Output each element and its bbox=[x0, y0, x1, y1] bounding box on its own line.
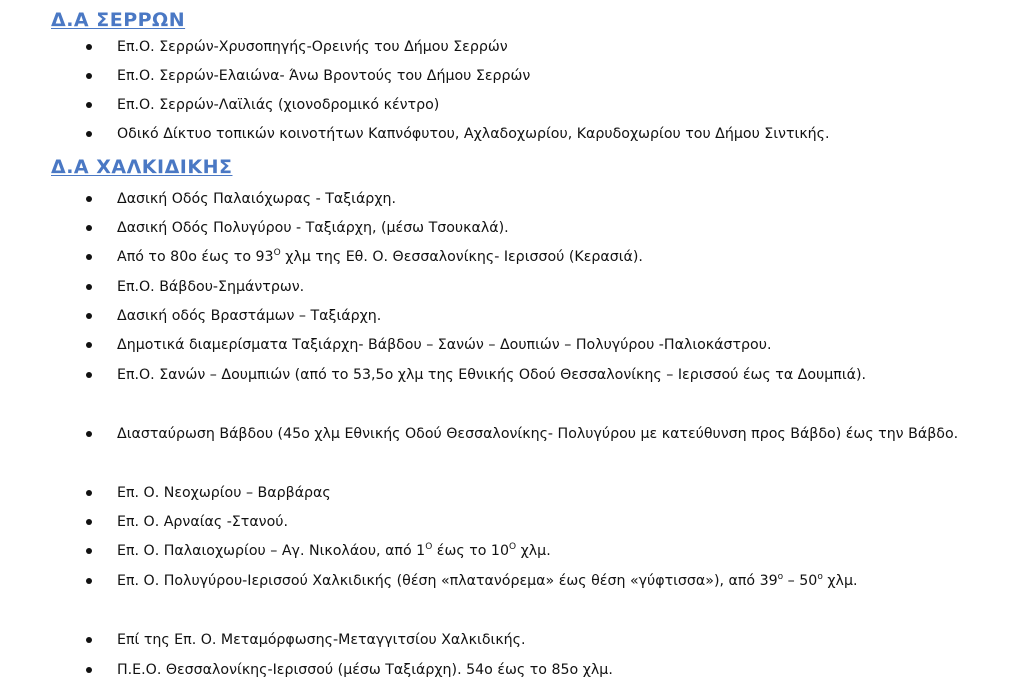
bullet-icon bbox=[86, 91, 94, 119]
superscript: ο bbox=[817, 572, 823, 582]
superscript: Ο bbox=[273, 248, 281, 258]
list-item-text: Επ. Ο. Παλαιοχωρίου – Αγ. Νικολάου, από $1^O$ έως το $10^O$ χλμ. bbox=[117, 542, 551, 559]
list-item-text: Επ.Ο. Σανών – Δουμπιών (από το 53,5ο χλμ της Εθνικής Οδού Θεσσαλονίκης – Ιερισσού έως τα Δουμπιά). bbox=[117, 367, 867, 383]
bullet-icon bbox=[86, 243, 94, 271]
bullet-icon bbox=[86, 185, 94, 213]
superscript: Ο bbox=[425, 542, 433, 552]
bullet-icon bbox=[86, 62, 94, 90]
bullet-icon bbox=[86, 479, 94, 507]
list-item-text: Δασική Οδός Πολυγύρου - Ταξιάρχη, (μέσω Τσουκαλά). bbox=[117, 220, 509, 236]
list-item-text: Π.Ε.Ο. Θεσσαλονίκης-Ιερισσού (μέσω Ταξιάρχη). 54ο έως το 85ο χλμ. bbox=[117, 662, 613, 678]
bullet-icon bbox=[86, 420, 94, 448]
superscript: Ο bbox=[508, 542, 517, 552]
bullet-icon bbox=[86, 537, 94, 565]
section-heading-serron: Δ.Α ΣΕΡΡΩΝ bbox=[51, 9, 186, 31]
bullet-icon bbox=[86, 656, 94, 684]
list-item-text: Επ.Ο. Σερρών-Λαϊλιάς (χιονοδρομικό κέντρο) bbox=[117, 97, 440, 113]
bullet-icon bbox=[86, 508, 94, 536]
bullet-icon bbox=[86, 302, 94, 330]
bullet-icon bbox=[86, 331, 94, 359]
list-item-text: Επ. Ο. Νεοχωρίου – Βαρβάρας bbox=[117, 485, 331, 501]
list-item-text: Δασική οδός Βραστάμων – Ταξιάρχη. bbox=[117, 308, 382, 324]
section-heading-chalkidikis: Δ.Α ΧΑΛΚΙΔΙΚΗΣ bbox=[51, 156, 233, 178]
bullet-icon bbox=[86, 626, 94, 654]
list-item-text: Επί της Επ. Ο. Μεταμόρφωσης-Μεταγγιτσίου Χαλκιδικής. bbox=[117, 632, 526, 648]
bullet-icon bbox=[86, 361, 94, 389]
list-item-text: Επ. Ο. Πολυγύρου-Ιερισσού Χαλκιδικής (θέση «πλατανόρεμα» έως θέση «γύφτισσα»), από $39^o - 50^o$ χλμ. bbox=[117, 572, 858, 589]
superscript: ο bbox=[777, 572, 784, 582]
list-item-text: Επ. Ο. Αρναίας -Στανού. bbox=[117, 514, 288, 530]
list-item-text: Επ.Ο. Σερρών-Ελαιώνα- Άνω Βροντούς του Δήμου Σερρών bbox=[117, 68, 531, 84]
list-item-text: Δημοτικά διαμερίσματα Ταξιάρχη- Βάβδου – Σανών – Δουπιών – Πολυγύρου -Παλιοκάστρου. bbox=[117, 337, 772, 353]
list-item-text: Επ.Ο. Σερρών-Χρυσοπηγής-Ορεινής του Δήμου Σερρών bbox=[117, 39, 508, 55]
bullet-icon bbox=[86, 273, 94, 301]
bullet-icon bbox=[86, 120, 94, 148]
list-item-text: Δασική Οδός Παλαιόχωρας - Ταξιάρχη. bbox=[117, 191, 397, 207]
bullet-icon bbox=[86, 33, 94, 61]
list-item-text: Οδικό Δίκτυο τοπικών κοινοτήτων Καπνόφυτου, Αχλαδοχωρίου, Καρυδοχωρίου του Δήμου Σιντικής. bbox=[117, 126, 830, 142]
list-item-text: Από το 80ο έως το $93^O$ χλμ της Εθ. Ο. Θεσσαλονίκης- Ιερισσού (Κερασιά). bbox=[117, 248, 643, 265]
bullet-icon bbox=[86, 214, 94, 242]
list-item-text: Διασταύρωση Βάβδου (45ο χλμ Εθνικής Οδού Θεσσαλονίκης- Πολυγύρου με κατεύθυνση προς Βάβδο) έως την Βάβδο. bbox=[117, 426, 959, 442]
bullet-icon bbox=[86, 567, 94, 595]
list-item-text: Επ.Ο. Βάβδου-Σημάντρων. bbox=[117, 279, 305, 295]
